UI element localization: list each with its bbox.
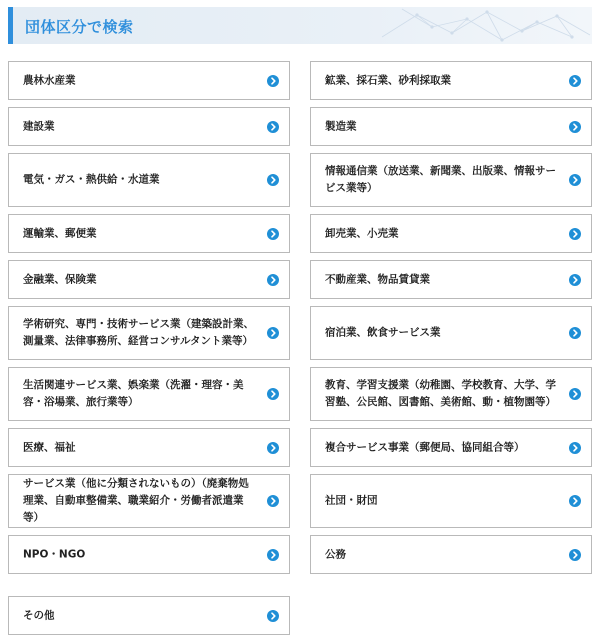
chevron-right-circle-icon bbox=[267, 495, 279, 507]
category-label: 鉱業、採石業、砂利採取業 bbox=[325, 74, 451, 86]
category-link[interactable] bbox=[8, 107, 290, 146]
category-label: 宿泊業、飲食サービス業 bbox=[325, 326, 441, 339]
category-link[interactable] bbox=[8, 153, 290, 207]
chevron-right-circle-icon bbox=[267, 549, 279, 561]
category-link[interactable] bbox=[310, 260, 592, 299]
chevron-right-circle-icon bbox=[569, 274, 581, 286]
category-label: 金融業、保険業 bbox=[23, 273, 97, 285]
chevron-right-circle-icon bbox=[267, 327, 279, 339]
category-label: 生活関連サービス業、娯楽業（洗濯・理容・美容・浴場業、旅行業等） bbox=[23, 379, 244, 408]
category-label: 複合サービス事業（郵便局、協同組合等） bbox=[325, 441, 525, 453]
category-label: 建設業 bbox=[23, 120, 55, 132]
category-label: 製造業 bbox=[325, 120, 357, 132]
chevron-right-circle-icon bbox=[267, 121, 279, 133]
section-header bbox=[8, 7, 592, 44]
category-link[interactable] bbox=[310, 61, 592, 100]
category-label: 農林水産業 bbox=[23, 74, 76, 86]
chevron-right-circle-icon bbox=[569, 327, 581, 339]
chevron-right-circle-icon bbox=[569, 549, 581, 561]
category-label: 公務 bbox=[325, 548, 346, 560]
category-link[interactable] bbox=[310, 306, 592, 360]
chevron-right-circle-icon bbox=[267, 228, 279, 240]
category-label: 不動産業、物品賃貸業 bbox=[325, 273, 430, 285]
category-link[interactable] bbox=[8, 367, 290, 421]
category-link[interactable] bbox=[310, 474, 592, 528]
category-label: サービス業（他に分類されないもの）（廃棄物処理業、自動車整備業、職業紹介・労働者派遣業等） bbox=[23, 477, 249, 524]
category-label: 教育、学習支援業（幼稚園、学校教育、大学、学習塾、公民館、図書館、美術館、動・植物園等） bbox=[325, 379, 556, 408]
category-label: 情報通信業（放送業、新聞業、出版業、情報サービス業等） bbox=[325, 165, 556, 194]
category-label: 学術研究、専門・技術サービス業（建築設計業、測量業、法律事務所、経営コンサルタント業等） bbox=[23, 318, 254, 347]
category-link[interactable] bbox=[310, 367, 592, 421]
category-link[interactable] bbox=[8, 61, 290, 100]
category-label: 社団・財団 bbox=[325, 494, 378, 507]
network-pattern-decoration bbox=[362, 7, 592, 44]
chevron-right-circle-icon bbox=[267, 75, 279, 87]
chevron-right-circle-icon bbox=[569, 495, 581, 507]
chevron-right-circle-icon bbox=[267, 274, 279, 286]
category-link[interactable] bbox=[310, 428, 592, 467]
category-link[interactable] bbox=[8, 474, 290, 528]
category-link[interactable] bbox=[8, 260, 290, 299]
category-link[interactable] bbox=[8, 306, 290, 360]
chevron-right-circle-icon bbox=[569, 442, 581, 454]
category-label: 電気・ガス・熱供給・水道業 bbox=[23, 173, 160, 186]
chevron-right-circle-icon bbox=[267, 174, 279, 186]
category-link[interactable] bbox=[310, 153, 592, 207]
chevron-right-circle-icon bbox=[569, 174, 581, 186]
category-label: 医療、福祉 bbox=[23, 441, 76, 453]
chevron-right-circle-icon bbox=[267, 388, 279, 400]
chevron-right-circle-icon bbox=[267, 610, 279, 622]
category-link[interactable] bbox=[310, 214, 592, 253]
category-link[interactable] bbox=[310, 107, 592, 146]
category-label: 卸売業、小売業 bbox=[325, 227, 399, 239]
section-title: 団体区分で検索 bbox=[25, 18, 134, 36]
chevron-right-circle-icon bbox=[569, 121, 581, 133]
category-label: NPO・NGO bbox=[23, 548, 86, 560]
category-link[interactable] bbox=[8, 535, 290, 574]
category-link[interactable] bbox=[310, 535, 592, 574]
chevron-right-circle-icon bbox=[267, 442, 279, 454]
category-label: その他 bbox=[23, 609, 55, 621]
category-link[interactable] bbox=[8, 596, 290, 635]
category-link[interactable] bbox=[8, 428, 290, 467]
category-link[interactable] bbox=[8, 214, 290, 253]
chevron-right-circle-icon bbox=[569, 75, 581, 87]
chevron-right-circle-icon bbox=[569, 228, 581, 240]
category-label: 運輸業、郵便業 bbox=[23, 227, 97, 239]
chevron-right-circle-icon bbox=[569, 388, 581, 400]
